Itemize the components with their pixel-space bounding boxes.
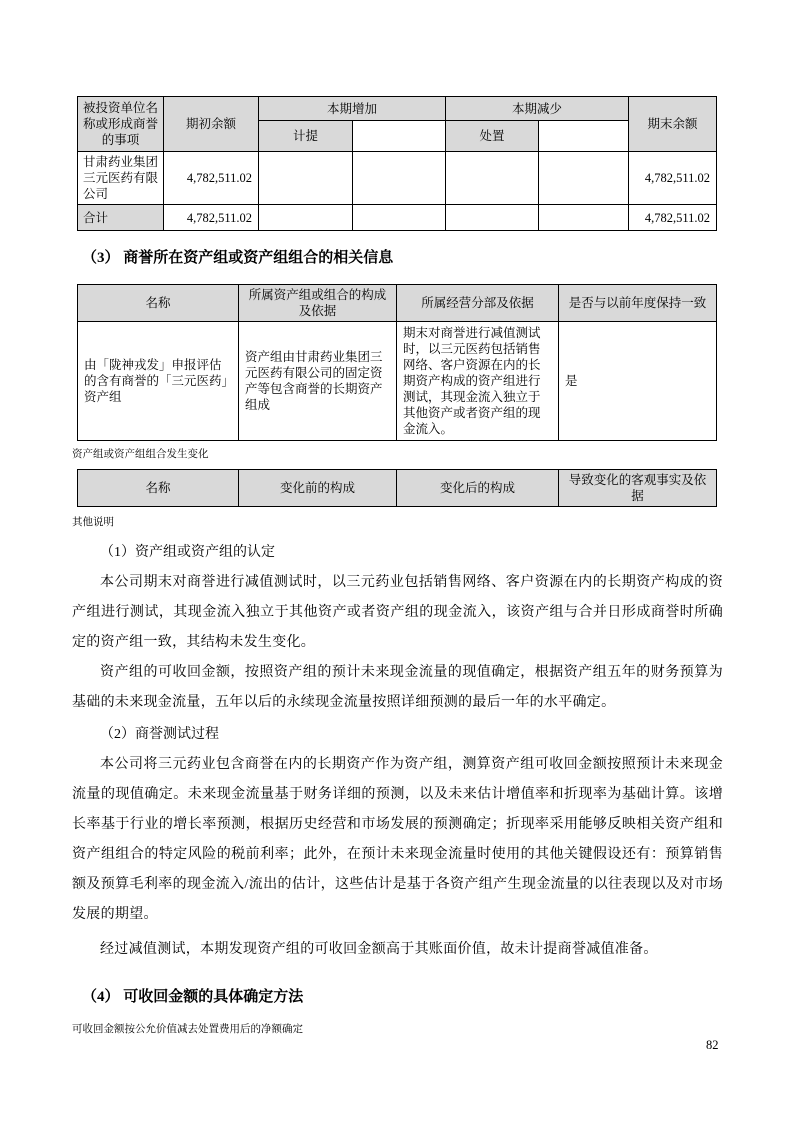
col-header-consistency: 是否与以前年度保持一致 bbox=[559, 285, 717, 322]
asset-group-change-table bbox=[77, 469, 717, 507]
cell-increase-other bbox=[353, 152, 446, 205]
cell-decrease-other bbox=[539, 152, 629, 205]
table-row-total bbox=[78, 205, 717, 231]
cell-total-label: 合计 bbox=[78, 205, 164, 231]
col-header-opening-balance: 期初余额 bbox=[164, 97, 259, 152]
cell-disposal bbox=[446, 152, 539, 205]
col-header-increase-other bbox=[353, 121, 446, 152]
col-header-entity: 被投资单位名称或形成商誉的事项 bbox=[78, 97, 164, 152]
cell-total-disposal bbox=[446, 205, 539, 231]
paragraph-impairment-conclusion: 经过减值测试，本期发现资产组的可收回金额高于其账面价值，故未计提商誉减值准备。 bbox=[100, 942, 658, 957]
goodwill-movement-table bbox=[77, 96, 717, 231]
page-content bbox=[72, 96, 723, 1037]
change-table-header-row bbox=[78, 470, 717, 507]
col-header-after-change: 变化后的构成 bbox=[397, 470, 559, 507]
page-number: 82 bbox=[706, 1038, 719, 1052]
cell-opening-balance: 4,782,511.02 bbox=[164, 152, 259, 205]
other-note-label: 其他说明 bbox=[72, 517, 114, 528]
paragraph-asset-group-identification-2: 资产组的可收回金额，按照资产组的预计未来现金流量的现值确定，根据资产组五年的财务预算为基础的未来现金流量，五年以后的永续现金流量按照详细预测的最后一年的水平确定。 bbox=[72, 665, 723, 710]
cell-asset-group-name: 由「陇神戎发」申报评估的含有商誉的「三元医药」资产组 bbox=[78, 322, 239, 441]
section-4-note: 可收回金额按公允价值减去处置费用后的净额确定 bbox=[72, 1024, 303, 1035]
goodwill-table-header-row-1 bbox=[78, 97, 717, 121]
col-header-name: 名称 bbox=[78, 285, 239, 322]
table-row bbox=[78, 322, 717, 441]
col-header-increase: 本期增加 bbox=[259, 97, 446, 121]
col-header-change-reason: 导致变化的客观事实及依据 bbox=[559, 470, 717, 507]
col-header-change-name: 名称 bbox=[78, 470, 239, 507]
section-3-heading: （3） 商誉所在资产组或资产组组合的相关信息 bbox=[82, 250, 394, 266]
section-4-heading: （4） 可收回金额的具体确定方法 bbox=[82, 989, 304, 1005]
cell-asset-group-consistent: 是 bbox=[559, 322, 717, 441]
col-header-before-change: 变化前的构成 bbox=[239, 470, 397, 507]
subsection-2-title: （2）商誉测试过程 bbox=[100, 727, 219, 742]
col-header-composition: 所属资产组或组合的构成及依据 bbox=[239, 285, 397, 322]
col-header-disposal: 处置 bbox=[446, 121, 539, 152]
asset-group-table bbox=[77, 284, 717, 441]
cell-total-opening: 4,782,511.02 bbox=[164, 205, 259, 231]
asset-group-header-row bbox=[78, 285, 717, 322]
paragraph-asset-group-identification-1: 本公司期末对商誉进行减值测试时，以三元药业包括销售网络、客户资源在内的长期资产构成的资产组进行测试，其现金流入独立于其他资产或者资产组的现金流入，该资产组与合并日形成商誉时所确定的资产组一致，其结构未发生变化。 bbox=[72, 575, 723, 650]
cell-asset-group-composition: 资产组由甘肃药业集团三元医药有限公司的固定资产等包含商誉的长期资产组成 bbox=[239, 322, 397, 441]
table-row bbox=[78, 152, 717, 205]
cell-closing-balance: 4,782,511.02 bbox=[629, 152, 717, 205]
col-header-segment: 所属经营分部及依据 bbox=[397, 285, 559, 322]
cell-total-closing: 4,782,511.02 bbox=[629, 205, 717, 231]
paragraph-goodwill-test-process: 本公司将三元药业包含商誉在内的长期资产作为资产组，测算资产组可收回金额按照预计未来现金流量的现值确定。未来现金流量基于财务详细的预测，以及未来估计增值率和折现率为基础计算。该增长率基于行业的增长率预测，根据历史经营和市场发展的预测确定；折现率采用能够反映相关资产组和资产组组合的特定风险的税前利率；此外，在预计未来现金流量时使用的其他关键假设还有：预算销售额及预算毛利率的现金流入/流出的估计，这些估计是基于各资产组产生现金流量的以往表现以及对市场发展的期望。 bbox=[72, 757, 723, 922]
col-header-closing-balance: 期末余额 bbox=[629, 97, 717, 152]
cell-total-increase-other bbox=[353, 205, 446, 231]
cell-asset-group-segment: 期末对商誉进行减值测试时，以三元医药包括销售网络、客户资源在内的长期资产构成的资产组进行测试，其现金流入独立于其他资产或者资产组的现金流入。 bbox=[397, 322, 559, 441]
cell-total-accrual bbox=[259, 205, 353, 231]
cell-total-decrease-other bbox=[539, 205, 629, 231]
asset-group-change-label: 资产组或资产组组合发生变化 bbox=[72, 449, 209, 460]
col-header-accrual: 计提 bbox=[259, 121, 353, 152]
subsection-1-title: （1）资产组或资产组的认定 bbox=[100, 545, 275, 560]
cell-accrual bbox=[259, 152, 353, 205]
col-header-decrease: 本期减少 bbox=[446, 97, 629, 121]
col-header-decrease-other bbox=[539, 121, 629, 152]
cell-entity-name: 甘肃药业集团三元医药有限公司 bbox=[78, 152, 164, 205]
